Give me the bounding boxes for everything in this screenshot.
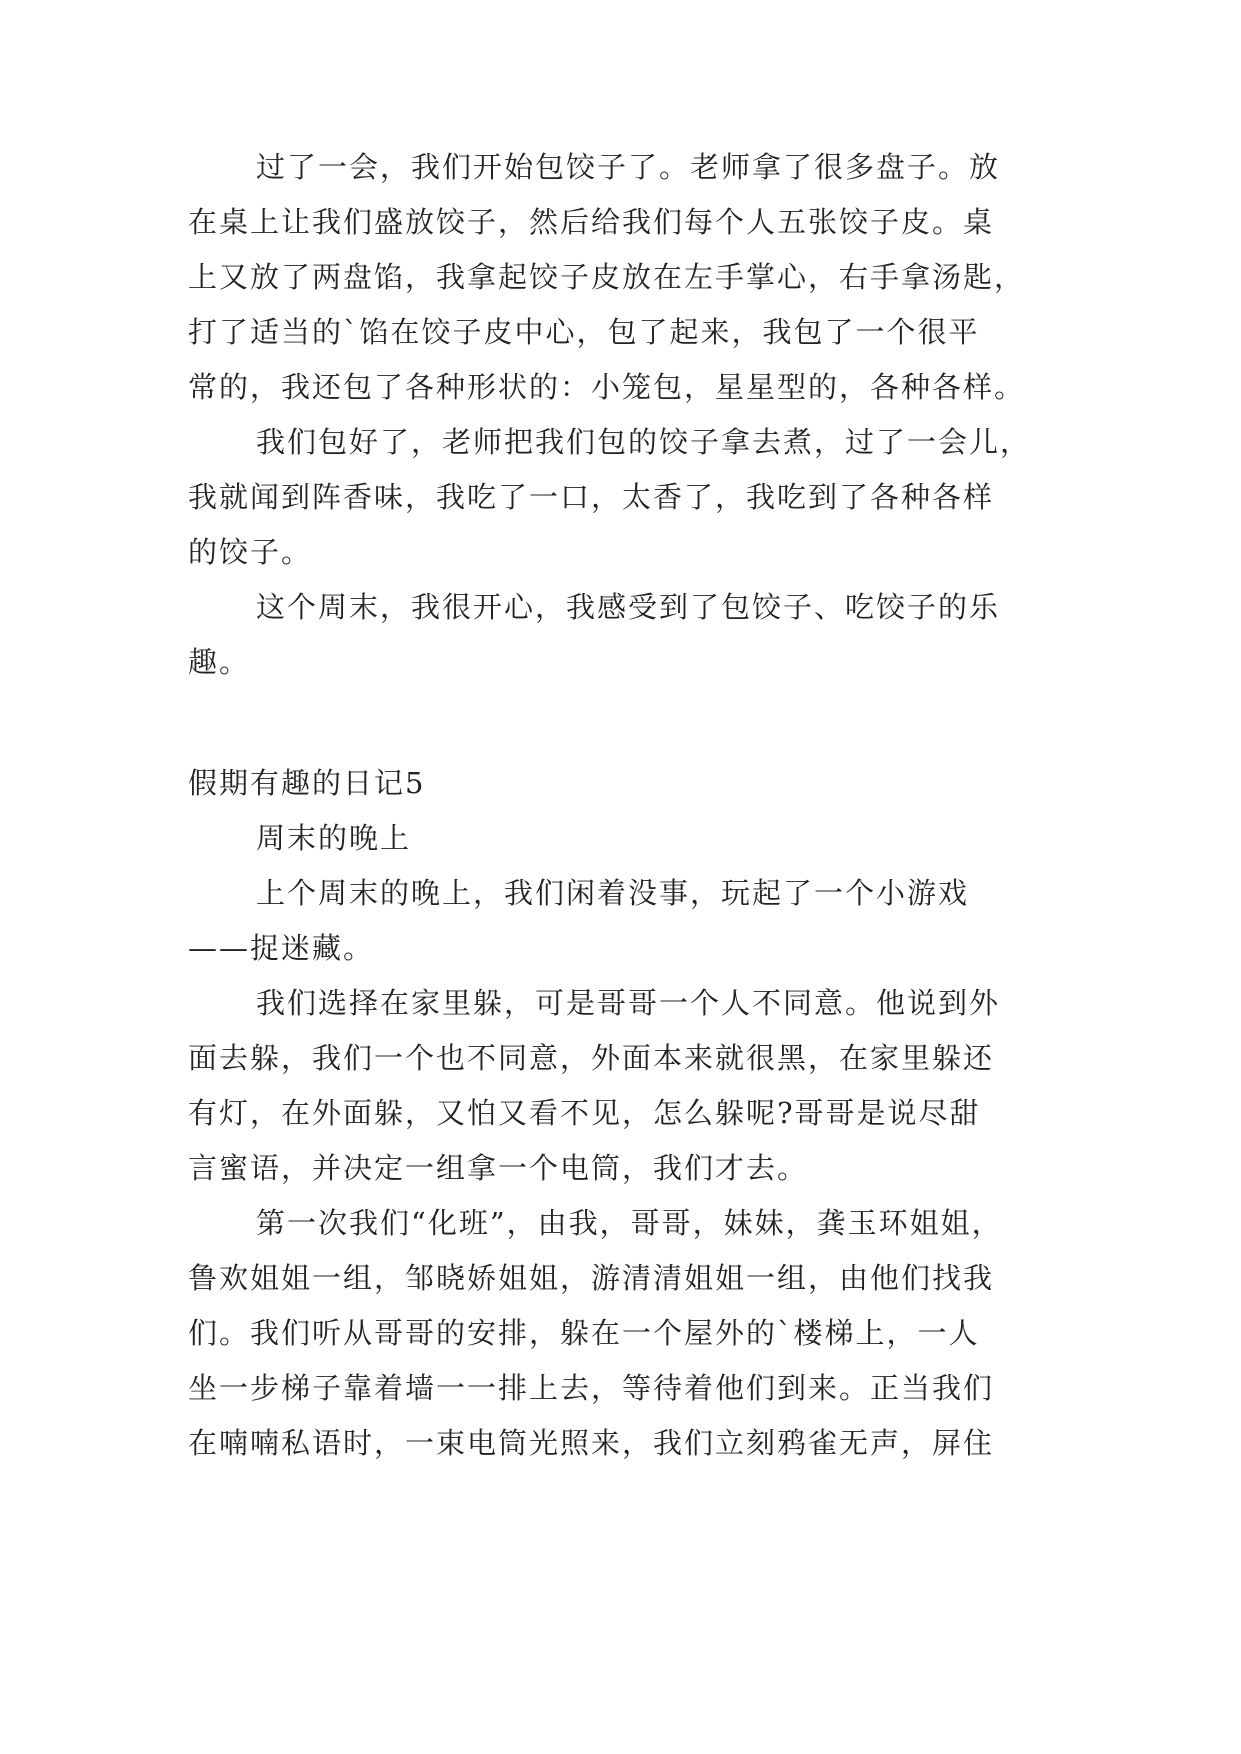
paragraph-line: 上个周末的晚上，我们闲着没事，玩起了一个小游戏 <box>256 876 970 910</box>
subtitle: 周末的晚上 <box>256 821 412 855</box>
paragraph-line: 们。我们听从哥哥的安排，躲在一个屋外的`楼梯上，一人 <box>188 1316 980 1350</box>
paragraph-line: 打了适当的`馅在饺子皮中心，包了起来，我包了一个很平 <box>188 315 980 349</box>
paragraph-line: 坐一步梯子靠着墙一一排上去，等待着他们到来。正当我们 <box>188 1371 995 1405</box>
paragraph-line: 在喃喃私语时，一束电筒光照来，我们立刻鸦雀无声，屏住 <box>188 1426 995 1460</box>
paragraph-line: 趣。 <box>188 645 251 679</box>
paragraph-line: 的饺子。 <box>188 535 313 569</box>
paragraph-line: 鲁欢姐姐一组，邹晓娇姐姐，游清清姐姐一组，由他们找我 <box>188 1261 995 1295</box>
paragraph-line: 我们选择在家里躲，可是哥哥一个人不同意。他说到外 <box>256 986 1001 1020</box>
paragraph-line: ——捉迷藏。 <box>188 931 375 965</box>
section-heading: 假期有趣的日记5 <box>188 766 426 800</box>
paragraph-line: 面去躲，我们一个也不同意，外面本来就很黑，在家里躲还 <box>188 1041 995 1075</box>
paragraph-line: 第一次我们“化班”，由我，哥哥，妹妹，龚玉环姐姐， <box>256 1206 1003 1240</box>
paragraph-line: 我就闻到阵香味，我吃了一口，太香了，我吃到了各种各样 <box>188 480 995 514</box>
paragraph-line: 这个周末，我很开心，我感受到了包饺子、吃饺子的乐 <box>256 590 1001 624</box>
paragraph-line: 言蜜语，并决定一组拿一个电筒，我们才去。 <box>188 1151 809 1185</box>
paragraph-line: 有灯，在外面躲，又怕又看不见，怎么躲呢?哥哥是说尽甜 <box>188 1096 981 1130</box>
paragraph-line: 上又放了两盘馅，我拿起饺子皮放在左手掌心，右手拿汤匙， <box>188 260 1026 294</box>
paragraph-line: 过了一会，我们开始包饺子了。老师拿了很多盘子。放 <box>256 150 1001 184</box>
paragraph-line: 在桌上让我们盛放饺子，然后给我们每个人五张饺子皮。桌 <box>188 205 995 239</box>
paragraph-line: 我们包好了，老师把我们包的饺子拿去煮，过了一会儿， <box>256 425 1032 459</box>
paragraph-line: 常的，我还包了各种形状的：小笼包，星星型的，各种各样。 <box>188 370 1026 404</box>
